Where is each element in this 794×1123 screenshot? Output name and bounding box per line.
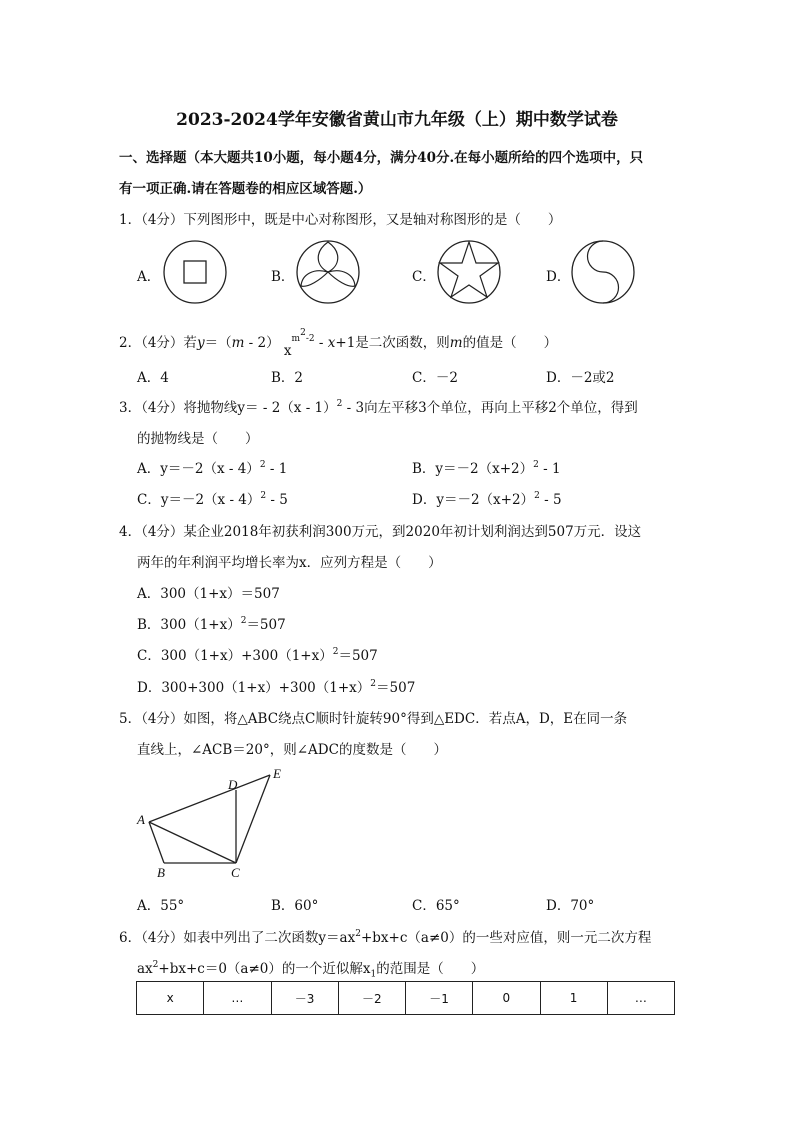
q6-value-table <box>136 981 675 1015</box>
q3-stem-line2: 的抛物线是（ ） <box>137 431 259 447</box>
page-title: 2023-2024学年安徽省黄山市九年级（上）期中数学试卷 <box>176 110 618 130</box>
q3-stem-line1: 3．（4分）将抛物线y＝ - 2（x - 1）$^2$ - 3向左平移3个单位，再向上平移2个单位，得到 <box>119 399 638 416</box>
table-cell: … <box>607 982 674 1015</box>
q1-option-b-label: B． <box>271 269 295 285</box>
q2-option-c: C．－2 <box>412 370 458 386</box>
q2-option-b: B．2 <box>271 370 304 386</box>
table-cell: －2 <box>338 982 405 1015</box>
section-header-line2: 有一项正确.请在答题卷的相应区域答题.） <box>119 181 372 197</box>
point-label-d: D <box>228 777 238 792</box>
q1-figure-d-circle-s-curve <box>571 240 635 304</box>
table-cell: x <box>137 982 204 1015</box>
point-label-a: A <box>137 812 145 827</box>
q1-figure-c-circle-star <box>437 240 501 304</box>
table-cell: … <box>204 982 271 1015</box>
q6-stem-line1: 6．（4分）如表中列出了二次函数$y=ax^2+bx+c(a\ne 0)$的一些对应值，则一元二次方程 <box>119 929 652 946</box>
q4-option-d: D．$300+300(1+x)+300(1+x)^2=507$ <box>137 679 416 696</box>
segment-ec <box>236 775 270 863</box>
q4-stem-line1: 4．（4分）某企业2018年初获利润300万元，到2020年初计划利润达到507万元．设这 <box>119 524 642 540</box>
q3-option-c: C．y＝－2（x - 4）$^2$ - 5 <box>137 491 288 508</box>
q5-option-c: C．65° <box>412 898 460 914</box>
q5-option-a: A．55° <box>137 898 185 914</box>
q1-option-c-label: C． <box>412 269 436 285</box>
table-cell: 0 <box>473 982 540 1015</box>
q1-figure-b-circle-petals <box>296 240 360 304</box>
q1-option-a-label: A． <box>137 269 161 285</box>
q5-stem-line2: 直线上，∠ACB＝20°，则∠ADC的度数是（ ） <box>137 742 447 758</box>
q3-option-a: A．y＝－2（x - 4）$^2$ - 1 <box>137 460 288 477</box>
q4-option-b: B．$300(1+x)^2=507$ <box>137 616 286 633</box>
table-row <box>137 982 675 1015</box>
q5-stem-line1: 5．（4分）如图，将△ABC绕点C顺时针旋转90°得到△EDC．若点A，D，E在同一条 <box>119 711 628 727</box>
table-cell: 1 <box>540 982 607 1015</box>
point-label-c: C <box>231 865 240 880</box>
q4-stem-line2: 两年的年利润平均增长率为x．应列方程是（ ） <box>137 555 442 571</box>
q3-option-b: B．$y=-2(x+2)^2 - 1$ <box>412 460 561 477</box>
q1-option-d-label: D． <box>546 269 571 285</box>
q2-stem: 2．（4分）若y＝（m - 2） $x^{m^2-2} - x+1$是二次函数，则m的值是（ ） <box>119 328 558 359</box>
q5-geometry-figure <box>130 765 290 880</box>
q6-stem-line2: $ax^2+bx+c=0(a\ne 0)$的一个近似解$x_1$的范围是（ ） <box>137 960 485 980</box>
q5-option-b: B．60° <box>271 898 319 914</box>
q1-figure-a-circle-square <box>163 240 227 304</box>
segment-ae <box>149 775 270 822</box>
table-cell: －3 <box>271 982 338 1015</box>
q1-stem: 1．（4分）下列图形中，既是中心对称图形，又是轴对称图形的是（ ） <box>119 212 562 228</box>
q2-option-d: D．－2或2 <box>546 370 615 386</box>
table-cell: －1 <box>406 982 473 1015</box>
point-label-b: B <box>157 865 165 880</box>
q2-option-a: A．4 <box>137 370 169 386</box>
point-label-e: E <box>273 766 281 781</box>
q4-option-c: C．$300(1+x)+300(1+x)^2=507$ <box>137 647 378 664</box>
q4-option-a: A．300（1+x）＝507 <box>137 586 280 602</box>
q5-option-d: D．70° <box>546 898 595 914</box>
q3-option-d: D．$y=-2(x+2)^2 - 5$ <box>412 491 562 508</box>
section-header-line1: 一、选择题（本大题共10小题，每小题4分，满分40分.在每小题所给的四个选项中，只 <box>119 150 644 166</box>
